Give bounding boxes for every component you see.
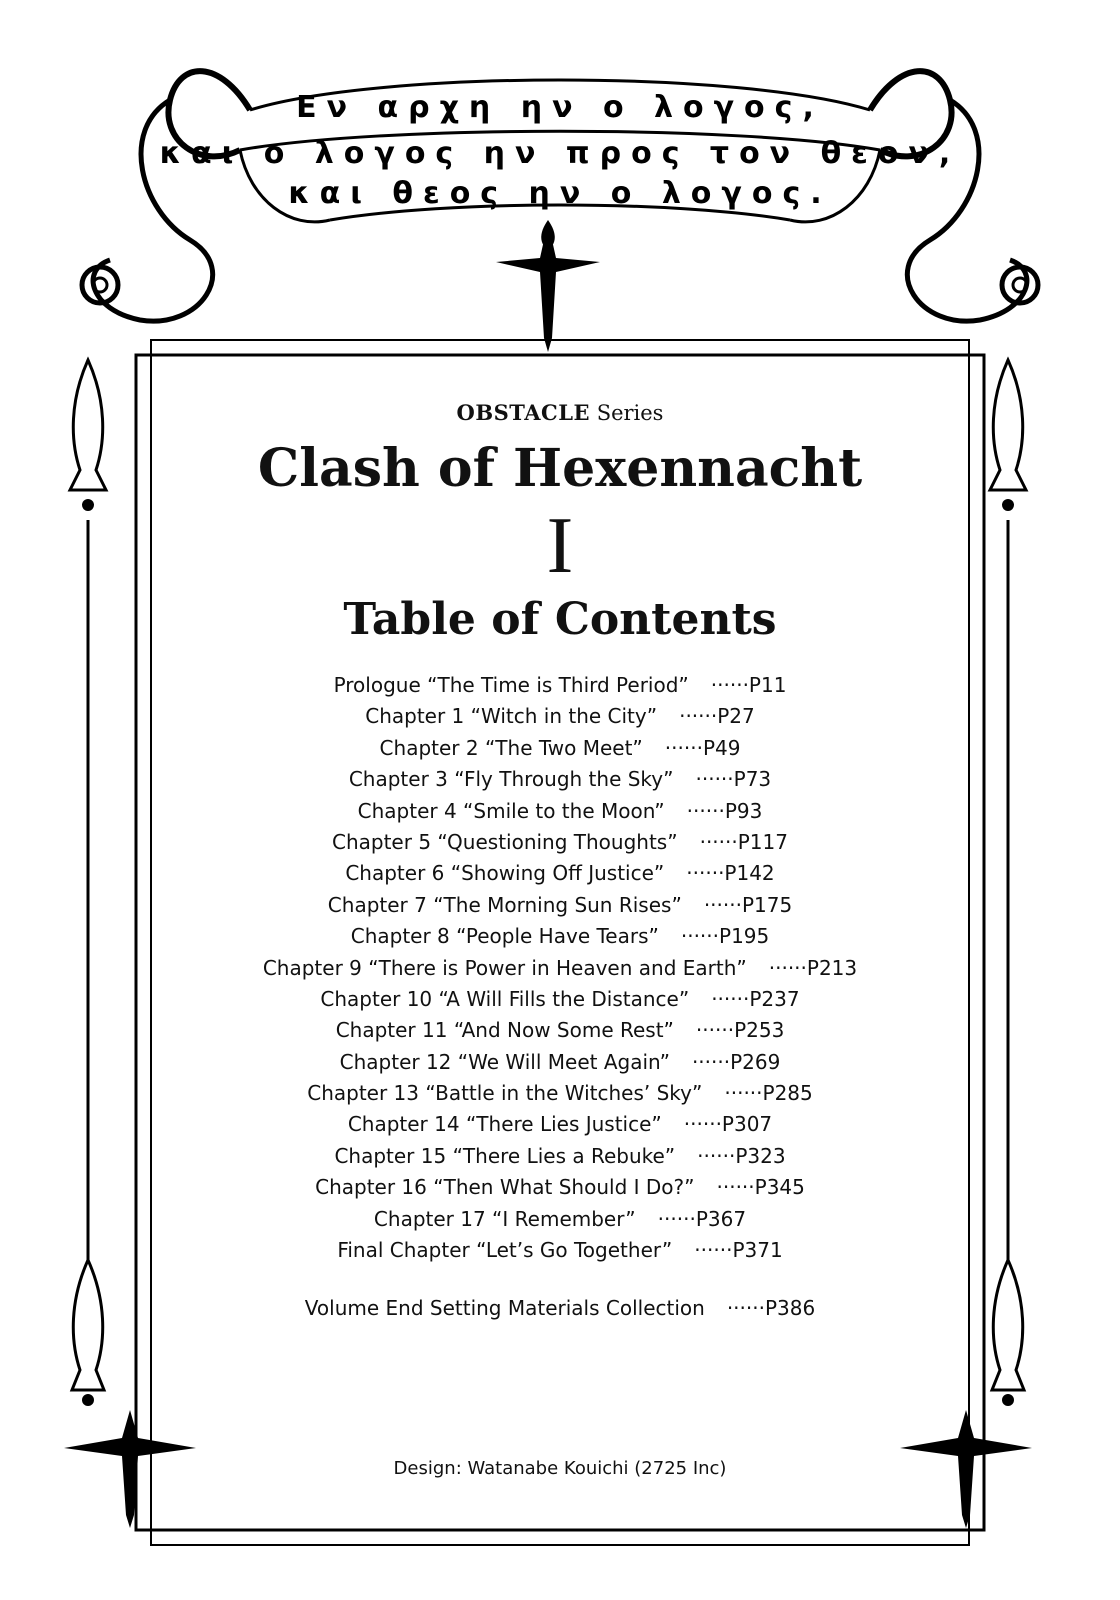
toc-entry-title: Chapter 16 “Then What Should I Do?” [315,1175,695,1200]
toc-extra-title: Volume End Setting Materials Collection [304,1296,705,1320]
toc-entry [160,921,960,952]
toc-entry-page: ······P142 [686,861,775,886]
toc-entry-page: ······P27 [679,704,755,729]
toc-entry-title: Chapter 8 “People Have Tears” [350,924,659,949]
toc-entry [160,1141,960,1172]
toc-entry-title: Chapter 2 “The Two Meet” [379,735,643,760]
toc-entry-page: ······P367 [657,1206,747,1231]
toc-entry [160,1204,960,1235]
toc-entry [160,953,960,984]
toc-entry-page: ······P49 [664,735,741,760]
toc-entry-title: Chapter 9 “There is Power in Heaven and Earth” [262,955,747,980]
toc-entry-page: ······P93 [686,798,763,823]
toc-entry-title: Chapter 4 “Smile to the Moon” [357,798,665,823]
toc-entry [160,858,960,889]
toc-entry [160,733,960,764]
toc-entry [160,1047,960,1078]
series-suffix: Series [596,401,664,425]
toc-entry-title: Chapter 10 “A Will Fills the Distance” [320,986,690,1011]
toc-entry-title: Final Chapter “Let’s Go Together” [337,1238,673,1263]
toc-extra-entry [160,1296,960,1320]
toc-entry-page: ······P195 [680,924,770,949]
toc-entry-page: ······P253 [695,1018,785,1043]
toc-entry-page: ······P285 [724,1081,813,1106]
series-name: OBSTACLE [456,400,590,425]
toc-entry-title: Chapter 7 “The Morning Sun Rises” [327,892,682,917]
toc-entry [160,827,960,858]
toc-entry [160,890,960,921]
toc-entry-page: ······P73 [695,767,772,792]
toc-entry-page: ······P307 [683,1112,773,1137]
toc-extra-page: ······P386 [726,1296,816,1320]
toc-entry-title: Chapter 17 “I Remember” [373,1206,636,1231]
greek-motto-line-1: Εν αρχη ην ο λογος, [296,90,824,125]
toc-entry [160,764,960,795]
toc-entry-page: ······P323 [697,1143,786,1168]
toc-entry-title: Prologue “The Time is Third Period” [333,673,689,697]
book-title: Clash of Hexennacht [257,438,863,499]
toc-entry-page: ······P11 [710,673,787,697]
toc-entry [160,670,960,701]
toc-entry-page: ······P117 [699,829,788,854]
toc-entry-title: Chapter 13 “Battle in the Witches’ Sky” [307,1081,703,1106]
toc-entry-page: ······P269 [691,1049,781,1074]
volume-number: I [546,502,574,590]
toc-entry-title: Chapter 6 “Showing Off Justice” [345,861,665,886]
toc-entry [160,1109,960,1140]
toc-entry-page: ······P237 [711,986,800,1011]
toc-entry-title: Chapter 5 “Questioning Thoughts” [332,829,678,854]
toc-entry-title: Chapter 3 “Fly Through the Sky” [348,767,674,792]
toc-entry-title: Chapter 15 “There Lies a Rebuke” [334,1143,676,1168]
toc-entry-page: ······P175 [703,892,793,917]
toc-entry-title: Chapter 12 “We Will Meet Again” [339,1049,670,1074]
design-credit: Design: Watanabe Kouichi (2725 Inc) [393,1458,727,1479]
toc-entry [160,984,960,1015]
greek-motto-line-2: και ο λογος ην προς τον θεον, [159,136,961,171]
toc-heading: Table of Contents [343,594,777,645]
toc-entry-title: Chapter 14 “There Lies Justice” [347,1112,662,1137]
toc-entry-page: ······P213 [768,955,858,980]
greek-motto-line-3: και θεος ην ο λογος. [288,176,832,211]
toc-entry-title: Chapter 11 “And Now Some Rest” [335,1018,674,1043]
toc-entry-title: Chapter 1 “Witch in the City” [365,704,658,729]
series-label [160,400,960,425]
toc-entry [160,796,960,827]
toc-entry [160,1235,960,1266]
toc-entry [160,701,960,732]
toc-entry [160,1172,960,1203]
toc-entry [160,1078,960,1109]
toc-entry [160,1015,960,1046]
toc-list [160,670,960,1266]
toc-entry-page: ······P345 [716,1175,805,1200]
toc-entry-page: ······P371 [694,1238,783,1263]
